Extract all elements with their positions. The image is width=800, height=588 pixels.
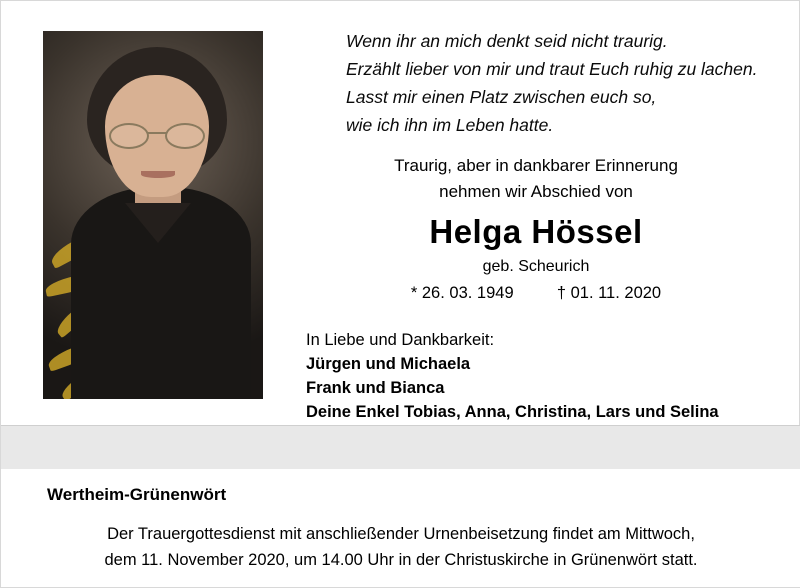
farewell-line-2: nehmen wir Abschied von [439,181,633,201]
place-name: Wertheim-Grünenwört [47,485,227,504]
section-divider [1,425,800,471]
portrait-photo [43,31,263,399]
maiden-name: geb. Scheurich [482,258,590,275]
mourners-intro: In Liebe und Dankbarkeit: [306,331,495,349]
verse-line-3: Lasst mir einen Platz zwischen euch so, [346,87,657,107]
deceased-name: Helga Hössel [429,213,643,250]
birth-date: * 26. 03. 1949 [410,284,514,302]
portrait-mouth [141,171,175,178]
obituary-top-section [1,1,799,425]
farewell-line-1: Traurig, aber in dankbarer Erinnerung [394,156,678,175]
portrait-glasses-icon [109,123,205,145]
mourner-line: Frank und Bianca [306,378,445,397]
life-dates [301,284,771,303]
verse-line-2: Erzählt lieber von mir und traut Euch ruhig zu lachen. [346,59,758,79]
service-line-2: dem 11. November 2020, um 14.00 Uhr in der Christuskirche in Grünenwört statt. [104,551,698,570]
mourner-line: Jürgen und Michaela [306,354,471,373]
verse-line-4: wie ich ihn im Leben hatte. [346,115,554,135]
obituary-bottom-section [1,469,800,587]
farewell-text [301,153,771,204]
service-information [41,521,761,574]
service-line-1: Der Trauergottesdienst mit anschließender Urnenbeisetzung findet am Mittwoch, [107,525,695,543]
memorial-verse [346,27,776,139]
mourner-line: Deine Enkel Tobias, Anna, Christina, Lars und Selina [306,402,719,421]
death-date: † 01. 11. 2020 [556,284,662,302]
verse-line-1: Wenn ihr an mich denkt seid nicht traurig. [346,31,668,51]
